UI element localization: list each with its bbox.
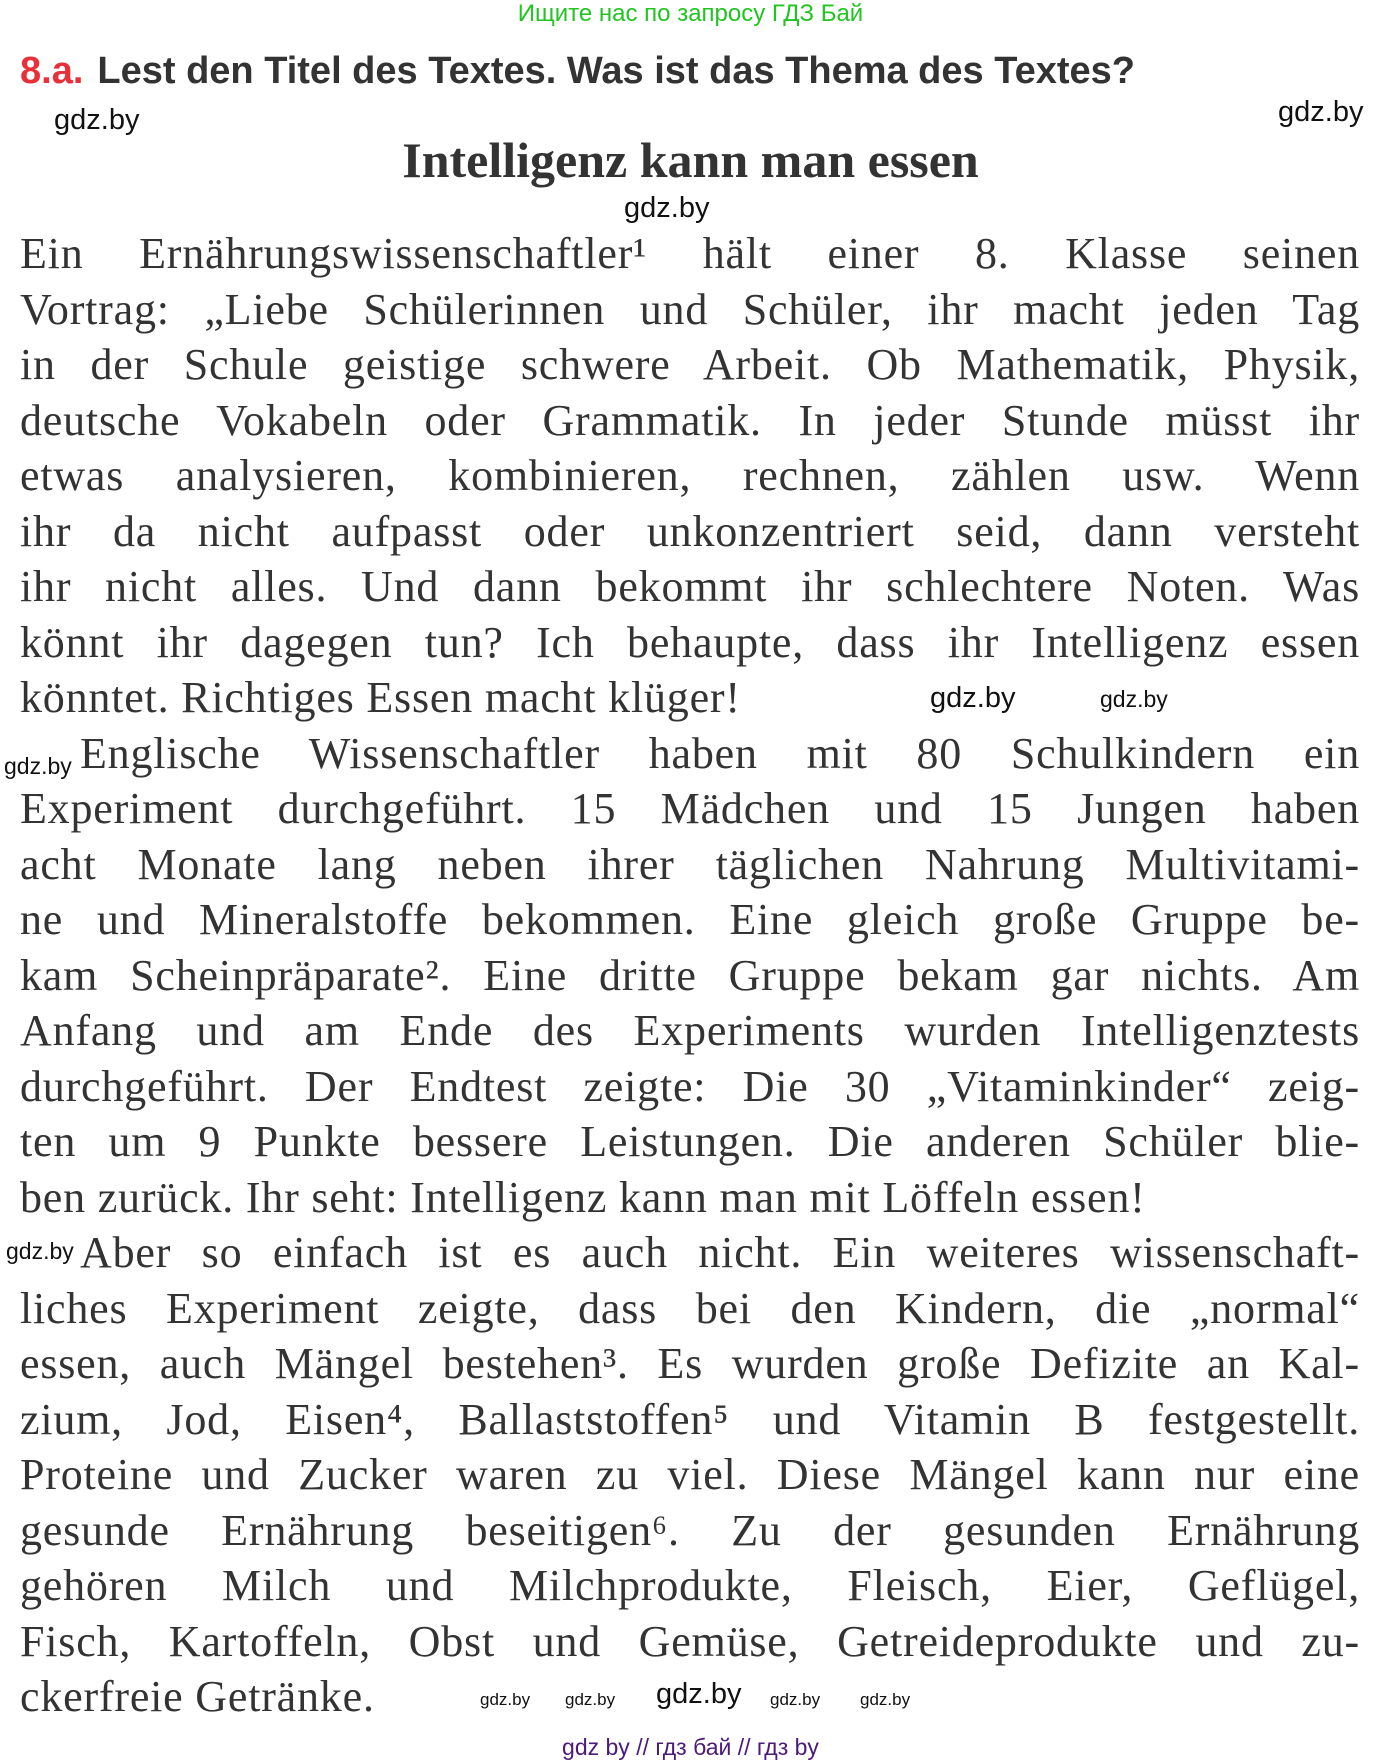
text-line: könnt ihr dagegen tun? Ich behaupte, dass ihr Intelligenz essen (20, 617, 1360, 667)
text-line: ihr nicht alles. Und dann bekommt ihr schlechtere Noten. Was (20, 562, 1360, 611)
text-line: könntet. Richtiges Essen macht klüger! (20, 673, 741, 722)
text-line: acht Monate lang neben ihrer täglichen Nahrung Multivitami- (20, 839, 1360, 889)
text-line: zium, Jod, Eisen⁴, Ballaststoffen⁵ und Vitamin B festgestellt. (20, 1394, 1360, 1444)
text-body (20, 226, 1360, 1725)
text-line: in der Schule geistige schwere Arbeit. Ob Mathematik, Physik, (20, 340, 1360, 389)
text-line: ckerfreie Getränke. (20, 1672, 375, 1721)
watermark: gdz.by (930, 682, 1016, 714)
watermark: gdz.by (624, 192, 710, 224)
watermark: gdz.by (480, 1690, 531, 1709)
text-line: ben zurück. Ihr seht: Intelligenz kann man mit Löffeln essen! (20, 1172, 1146, 1222)
search-banner: Ищите нас по запросу ГДЗ Бай (517, 0, 864, 27)
text-line: Experiment durchgeführt. 15 Mädchen und 15 Jungen haben (20, 784, 1360, 833)
text-line: gehören Milch und Milchprodukte, Fleisch, Eier, Geflügel, (20, 1561, 1360, 1610)
text-line: Englische Wissenschaftler haben mit 80 Schulkindern ein (80, 728, 1360, 778)
text-line: Fisch, Kartoffeln, Obst und Gemüse, Getreideprodukte und zu- (20, 1616, 1360, 1666)
text-line: Proteine und Zucker waren zu viel. Diese Mängel kann nur eine (20, 1450, 1360, 1499)
text-line: liches Experiment zeigte, dass bei den Kindern, die „normal“ (20, 1283, 1360, 1333)
watermark: gdz.by (4, 753, 72, 779)
text-line: kam Scheinpräparate². Eine dritte Gruppe bekam gar nichts. Am (20, 950, 1360, 1000)
text-line: durchgeführt. Der Endtest zeigte: Die 30 „Vitaminkinder“ zeig- (20, 1061, 1360, 1111)
watermark: gdz.by (1278, 96, 1364, 128)
text-line: Vortrag: „Liebe Schülerinnen und Schüler, ihr macht jeden Tag (20, 284, 1360, 334)
text-line: deutsche Vokabeln oder Grammatik. In jeder Stunde müsst ihr (20, 395, 1360, 445)
footer-links: gdz by // гдз бай // гдз by (562, 1734, 819, 1760)
text-line: ne und Mineralstoffe bekommen. Eine gleich große Gruppe be- (20, 895, 1360, 944)
text-line: etwas analysieren, kombinieren, rechnen, zählen usw. Wenn (20, 451, 1360, 500)
text-line: ten um 9 Punkte bessere Leistungen. Die anderen Schüler blie- (20, 1117, 1360, 1166)
text-line: gesunde Ernährung beseitigen⁶. Zu der gesunden Ernährung (20, 1505, 1360, 1555)
task-heading (20, 48, 1135, 94)
watermark: gdz.by (656, 1678, 742, 1710)
watermark: gdz.by (54, 104, 140, 136)
text-line: Aber so einfach ist es auch nicht. Ein weiteres wissenschaft- (80, 1228, 1360, 1277)
watermark: gdz.by (6, 1238, 74, 1264)
text-line: Ein Ernährungswissenschaftler¹ hält einer 8. Klasse seinen (20, 229, 1360, 278)
watermark: gdz.by (770, 1690, 821, 1709)
task-number: 8.a. (20, 50, 84, 92)
text-title: Intelligenz kann man essen (402, 132, 979, 188)
watermark: gdz.by (1100, 686, 1168, 712)
watermark: gdz.by (565, 1690, 616, 1709)
task-text: Lest den Titel des Textes. Was ist das Thema des Textes? (97, 50, 1136, 92)
text-line: Anfang und am Ende des Experiments wurden Intelligenztests (20, 1006, 1360, 1055)
text-line: ihr da nicht aufpasst oder unkonzentriert seid, dann versteht (20, 506, 1360, 556)
text-line: essen, auch Mängel bestehen³. Es wurden große Defizite an Kal- (20, 1339, 1360, 1388)
watermark: gdz.by (860, 1690, 911, 1709)
